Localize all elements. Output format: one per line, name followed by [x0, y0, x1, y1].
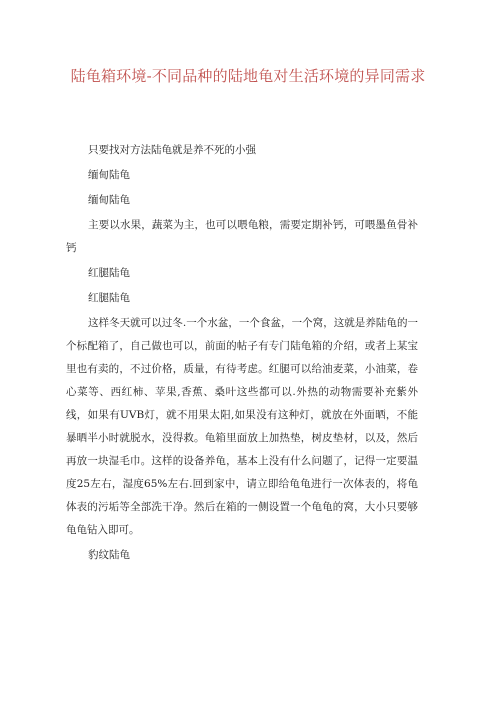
heading-burmese-tortoise-repeat: 缅甸陆龟 — [88, 194, 130, 206]
paragraph-red-footed-care: 这样冬天就可以过冬.一个水盆，一个食盆，一个窝，这就是养陆龟的一个标配箱了，自己做也可以，前面的帖子有专门陆龟箱的介绍，或者上某宝里也有卖的，不过价格，质量，有待考虑。红腿可以给油麦菜，小油菜，卷心菜等、西红柿、苹果,香蕉、桑叶这些都可以.外热的动物需要补充紫外线，如果有UVB灯，就不用果太阳,如果没有这种灯，就放在外面晒，不能暴晒半小时就脱水，没得救。龟箱里面放上加热垫，树皮垫材，以及，然后再放一块湿毛巾。这样的设备养龟，基本上没有什么问题了，记得一定要温度25左右，湿度65%左右.回到家中，请立即给龟龟进行一次体表的，将龟体表的污垢等全部洗干净。然后在箱的一侧设置一个龟龟的窝，大小只要够龟龟钻入即可。 — [66, 317, 418, 536]
heading-red-footed-tortoise: 红腿陆龟 — [88, 267, 130, 279]
heading-red-footed-tortoise-repeat: 红腿陆龟 — [88, 292, 130, 304]
heading-burmese-tortoise: 缅甸陆龟 — [88, 169, 130, 181]
document-title: 陆龟箱环境-不同品种的陆地龟对生活环境的异同需求 — [70, 67, 426, 85]
document-body — [66, 139, 420, 569]
paragraph-burmese-diet: 主要以水果，蔬菜为主，也可以喂龟粮，需要定期补钙，可喂墨鱼骨补钙 — [66, 219, 418, 254]
paragraph-intro: 只要找对方法陆龟就是养不死的小强 — [88, 144, 256, 156]
heading-leopard-tortoise: 豹纹陆龟 — [88, 549, 130, 561]
